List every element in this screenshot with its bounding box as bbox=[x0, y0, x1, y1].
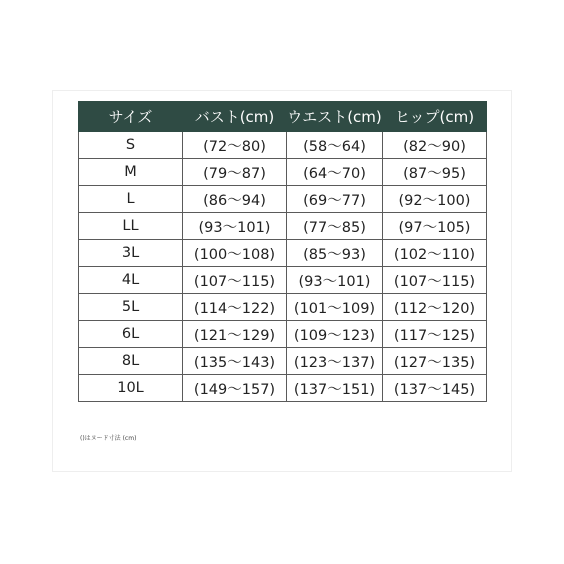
cell-hip: (87～95) bbox=[383, 159, 487, 186]
cell-bust: (135～143) bbox=[183, 348, 287, 375]
cell-waist: (77～85) bbox=[287, 213, 383, 240]
cell-bust: (107～115) bbox=[183, 267, 287, 294]
footnote-nude-measurements: ()はヌード寸法 (cm) bbox=[80, 435, 137, 442]
cell-size: 10L bbox=[79, 375, 183, 402]
cell-bust: (93～101) bbox=[183, 213, 287, 240]
cell-waist: (58～64) bbox=[287, 132, 383, 159]
cell-waist: (93～101) bbox=[287, 267, 383, 294]
cell-size: 5L bbox=[79, 294, 183, 321]
header-hip: ヒップ(cm) bbox=[383, 102, 487, 132]
cell-hip: (102～110) bbox=[383, 240, 487, 267]
cell-size: 8L bbox=[79, 348, 183, 375]
cell-waist: (109～123) bbox=[287, 321, 383, 348]
cell-waist: (69～77) bbox=[287, 186, 383, 213]
cell-hip: (137～145) bbox=[383, 375, 487, 402]
cell-hip: (127～135) bbox=[383, 348, 487, 375]
size-table bbox=[78, 101, 487, 402]
header-size: サイズ bbox=[79, 102, 183, 132]
cell-bust: (72～80) bbox=[183, 132, 287, 159]
table-row bbox=[79, 213, 487, 240]
cell-size: L bbox=[79, 186, 183, 213]
cell-waist: (64～70) bbox=[287, 159, 383, 186]
cell-size: 4L bbox=[79, 267, 183, 294]
cell-hip: (112～120) bbox=[383, 294, 487, 321]
table-row bbox=[79, 186, 487, 213]
cell-bust: (86～94) bbox=[183, 186, 287, 213]
cell-hip: (92～100) bbox=[383, 186, 487, 213]
cell-size: LL bbox=[79, 213, 183, 240]
cell-waist: (85～93) bbox=[287, 240, 383, 267]
table-row bbox=[79, 132, 487, 159]
cell-bust: (100～108) bbox=[183, 240, 287, 267]
cell-size: 3L bbox=[79, 240, 183, 267]
header-bust: バスト(cm) bbox=[183, 102, 287, 132]
table-row bbox=[79, 375, 487, 402]
cell-hip: (97～105) bbox=[383, 213, 487, 240]
cell-hip: (117～125) bbox=[383, 321, 487, 348]
table-row bbox=[79, 240, 487, 267]
table-row bbox=[79, 348, 487, 375]
header-waist: ウエスト(cm) bbox=[287, 102, 383, 132]
cell-waist: (137～151) bbox=[287, 375, 383, 402]
cell-bust: (149～157) bbox=[183, 375, 287, 402]
cell-size: M bbox=[79, 159, 183, 186]
cell-size: 6L bbox=[79, 321, 183, 348]
cell-hip: (107～115) bbox=[383, 267, 487, 294]
table-row bbox=[79, 159, 487, 186]
cell-size: S bbox=[79, 132, 183, 159]
size-chart-sheet bbox=[52, 90, 512, 472]
cell-bust: (79～87) bbox=[183, 159, 287, 186]
table-header-row bbox=[79, 102, 487, 132]
table-row bbox=[79, 267, 487, 294]
table-row bbox=[79, 294, 487, 321]
table-row bbox=[79, 321, 487, 348]
cell-waist: (123～137) bbox=[287, 348, 383, 375]
cell-bust: (121～129) bbox=[183, 321, 287, 348]
cell-bust: (114～122) bbox=[183, 294, 287, 321]
cell-waist: (101～109) bbox=[287, 294, 383, 321]
cell-hip: (82～90) bbox=[383, 132, 487, 159]
